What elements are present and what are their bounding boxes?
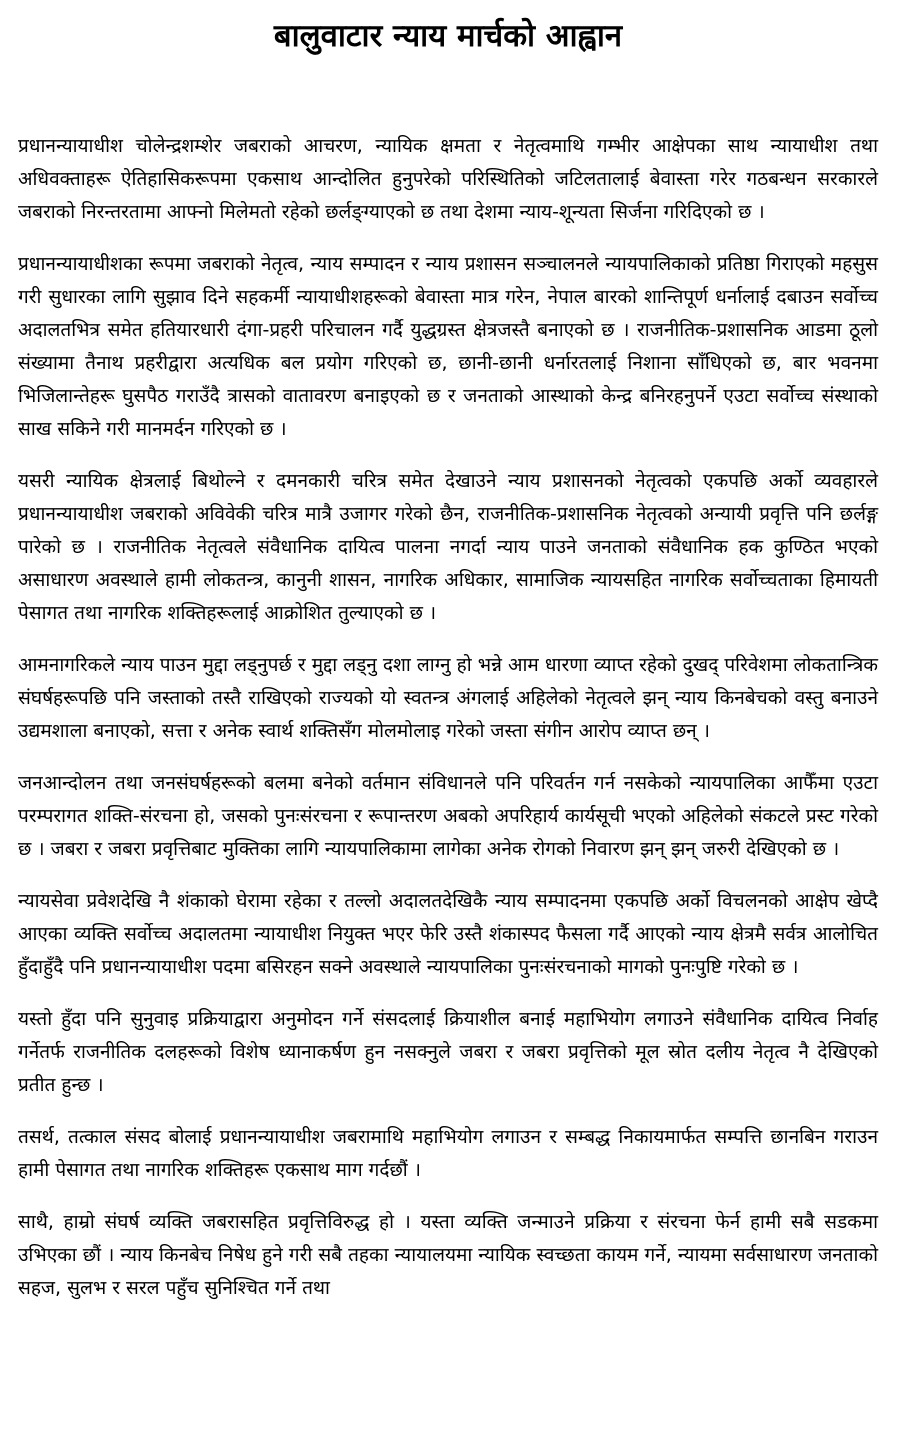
paragraph-5: जनआन्दोलन तथा जनसंघर्षहरूको बलमा बनेको वर्तमान संविधानले पनि परिवर्तन गर्न नसकेको न्यायपालिका आफैँमा एउटा परम्परागत शक्ति-संरचना हो, जसको पुनःसंरचना र रूपान्तरण अबको अपरिहार्य कार्यसूची भएको अहिलेको संकटले प्रस्ट गरेको छ । जबरा र जबरा प्रवृत्तिबाट मुक्तिका लागि न्यायपालिकामा लागेका अनेक रोगको निवारण झन् झन् जरुरी देखिएको छ ।: [18, 772, 878, 860]
paragraph-9: साथै, हाम्रो संघर्ष व्यक्ति जबरासहित प्रवृत्तिविरुद्ध हो । यस्ता व्यक्ति जन्माउने प्रक्रिया र संरचना फेर्न हामी सबै सडकमा उभिएका छौं । न्याय किनबेच निषेध हुने गरी सबै तहका न्यायालयमा न्यायिक स्वच्छता कायम गर्ने, न्यायमा सर्वसाधारण जनताको सहज, सुलभ र सरल पहुँच सुनिश्चित गर्ने तथा: [18, 1211, 878, 1299]
paragraph-7: यस्तो हुँदा पनि सुनुवाइ प्रक्रियाद्वारा अनुमोदन गर्ने संसदलाई क्रियाशील बनाई महाभियोग लगाउने संवैधानिक दायित्व निर्वाह गर्नेतर्फ राजनीतिक दलहरूको विशेष ध्यानाकर्षण हुन नसक्नुले जबरा र जबरा प्रवृत्तिको मूल स्रोत दलीय नेतृत्व नै देखिएको प्रतीत हुन्छ ।: [18, 1008, 878, 1096]
paragraph-2: प्रधानन्यायाधीशका रूपमा जबराको नेतृत्व, न्याय सम्पादन र न्याय प्रशासन सञ्चालनले न्यायपालिकाको प्रतिष्ठा गिराएको महसुस गरी सुधारका लागि सुझाव दिने सहकर्मी न्यायाधीशहरूको बेवास्ता मात्र गरेन, नेपाल बारको शान्तिपूर्ण धर्नालाई दबाउन सर्वोच्च अदालतभित्र समेत हतियारधारी दंगा-प्रहरी परिचालन गर्दै युद्धग्रस्त क्षेत्रजस्तै बनाएको छ । राजनीतिक-प्रशासनिक आडमा ठूलो संख्यामा तैनाथ प्रहरीद्वारा अत्यधिक बल प्रयोग गरिएको छ, छानी-छानी धर्नारतलाई निशाना साँधिएको छ, बार भवनमा भिजिलान्तेहरू घुसपैठ गराउँदै त्रासको वातावरण बनाइएको छ र जनताको आस्थाको केन्द्र बनिरहनुपर्ने एउटा सर्वोच्च संस्थाको साख सकिने गरी मानमर्दन गरिएको छ ।: [18, 253, 878, 440]
paragraph-8: तसर्थ, तत्काल संसद बोलाई प्रधानन्यायाधीश जबरामाथि महाभियोग लगाउन र सम्बद्ध निकायमार्फत सम्पत्ति छानबिन गराउन हामी पेसागत तथा नागरिक शक्तिहरू एकसाथ माग गर्दछौं ।: [18, 1126, 878, 1181]
title-spacer: [18, 64, 878, 130]
paragraph-3: यसरी न्यायिक क्षेत्रलाई बिथोल्ने र दमनकारी चरित्र समेत देखाउने न्याय प्रशासनको नेतृत्वको एकपछि अर्को व्यवहारले प्रधानन्यायाधीश जबराको अविवेकी चरित्र मात्रै उजागर गरेको छैन, राजनीतिक-प्रशासनिक नेतृत्वको अन्यायी प्रवृत्ति पनि छर्लङ्ग पारेको छ । राजनीतिक नेतृत्वले संवैधानिक दायित्व पालना नगर्दा न्याय पाउने जनताको संवैधानिक हक कुण्ठित भएको असाधारण अवस्थाले हामी लोकतन्त्र, कानुनी शासन, नागरिक अधिकार, सामाजिक न्यायसहित नागरिक सर्वोच्चताका हिमायती पेसागत तथा नागरिक शक्तिहरूलाई आक्रोशित तुल्याएको छ ।: [18, 470, 878, 624]
paragraph-6: न्यायसेवा प्रवेशदेखि नै शंकाको घेरामा रहेका र तल्लो अदालतदेखिकै न्याय सम्पादनमा एकपछि अर्को विचलनको आक्षेप खेप्दै आएका व्यक्ति सर्वोच्च अदालतमा न्यायाधीश नियुक्त भएर फेरि उस्तै शंकास्पद फैसला गर्दै आएको न्याय क्षेत्रमै सर्वत्र आलोचित हुँदाहुँदै पनि प्रधानन्यायाधीश पदमा बसिरहन सक्ने अवस्थाले न्यायपालिका पुनःसंरचनाको मागको पुनःपुष्टि गरेको छ ।: [18, 890, 878, 978]
paragraph-4: आमनागरिकले न्याय पाउन मुद्दा लड्नुपर्छ र मुद्दा लड्नु दशा लाग्नु हो भन्ने आम धारणा व्याप्त रहेको दुखद् परिवेशमा लोकतान्त्रिक संघर्षहरूपछि पनि जस्ताको तस्तै राखिएको राज्यको यो स्वतन्त्र अंगलाई अहिलेको नेतृत्वले झन् न्याय किनबेचको वस्तु बनाउने उद्यमशाला बनाएको, सत्ता र अनेक स्वार्थ शक्तिसँग मोलमोलाइ गरेको जस्ता संगीन आरोप व्याप्त छन् ।: [18, 654, 878, 742]
document-title: बालुवाटार न्याय मार्चको आह्वान: [273, 18, 623, 54]
paragraph-1: प्रधानन्यायाधीश चोलेन्द्रशम्शेर जबराको आचरण, न्यायिक क्षमता र नेतृत्वमाथि गम्भीर आक्षेपका साथ न्यायाधीश तथा अधिवक्ताहरू ऐतिहासिकरूपमा एकसाथ आन्दोलित हुनुपरेको परिस्थितिको जटिलतालाई बेवास्ता गरेर गठबन्धन सरकारले जबराको निरन्तरतामा आफ्नो मिलेमतो रहेको छर्लङ्ग्याएको छ तथा देशमा न्याय-शून्यता सिर्जना गरिदिएको छ ।: [18, 135, 878, 223]
